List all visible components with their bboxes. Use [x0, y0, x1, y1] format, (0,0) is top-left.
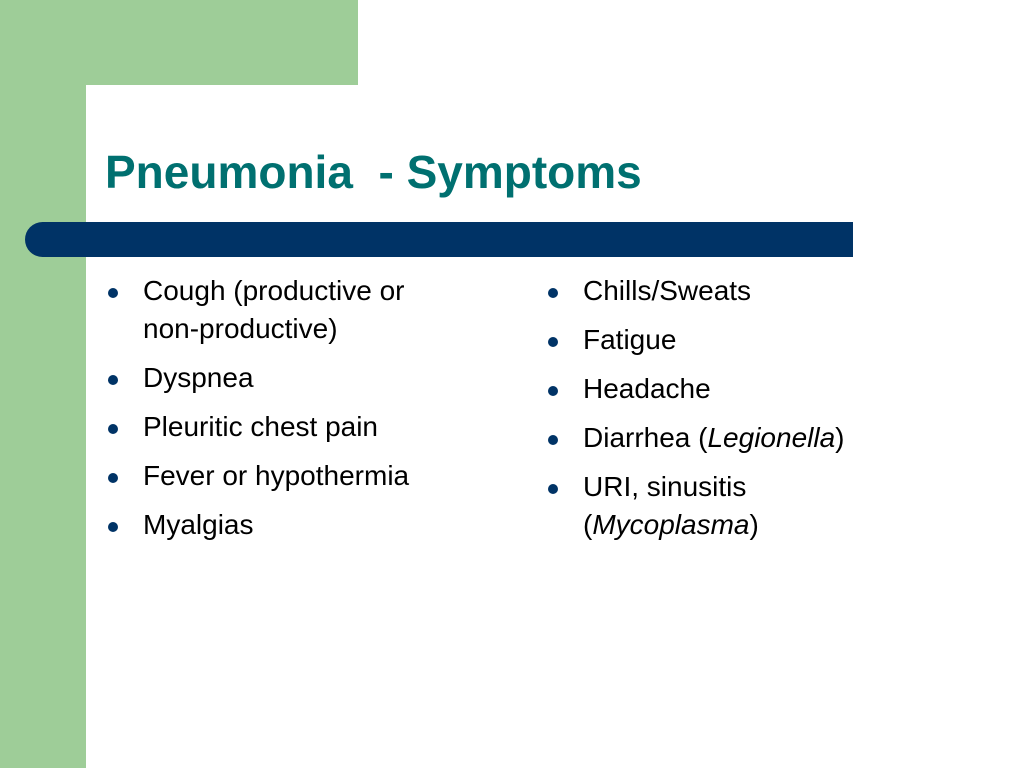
bullet-icon [108, 473, 118, 483]
bullet-text: Cough (productive or [143, 275, 405, 306]
bullet-text: Fever or hypothermia [143, 460, 410, 491]
list-item-diarrhea [545, 419, 945, 457]
bullet-text-continued [583, 506, 945, 544]
bullet-text: Chills/Sweats [583, 275, 752, 306]
bullet-text: Headache [583, 373, 711, 404]
list-item-cough [105, 272, 505, 348]
right-bullet-list [545, 272, 945, 555]
list-item-uri-sinusitis [545, 468, 945, 544]
list-item-pleuritic-chest-pain [105, 408, 505, 446]
bullet-text-prefix: Diarrhea ( [583, 422, 708, 453]
green-frame-left [0, 0, 86, 768]
bullet-icon [108, 375, 118, 385]
bullet-icon [548, 337, 558, 347]
green-frame-top [0, 0, 358, 85]
bullet-text: Dyspnea [143, 362, 254, 393]
list-item-headache [545, 370, 945, 408]
bullet-text [583, 419, 945, 457]
bullet-text: Myalgias [143, 509, 254, 540]
bullet-icon [548, 386, 558, 396]
bullet-icon [108, 288, 118, 298]
bullet-icon [108, 424, 118, 434]
bullet-text-prefix: ( [583, 509, 593, 540]
bullet-text: Fatigue [583, 324, 677, 355]
bullet-text-suffix: ) [835, 422, 845, 453]
bullet-icon [548, 484, 558, 494]
list-item-dyspnea [105, 359, 505, 397]
left-bullet-list [105, 272, 505, 555]
list-item-fever [105, 457, 505, 495]
bullet-icon [548, 288, 558, 298]
bullet-icon [548, 435, 558, 445]
organism-name-italic: Legionella [707, 422, 836, 453]
list-item-fatigue [545, 321, 945, 359]
list-item-myalgias [105, 506, 505, 544]
title-underline-bar [25, 222, 853, 257]
bullet-icon [108, 522, 118, 532]
bullet-text-suffix: ) [749, 509, 759, 540]
bullet-text: Pleuritic chest pain [143, 411, 379, 442]
bullet-text-continued: non-productive) [143, 313, 338, 344]
bullet-text: URI, sinusitis [583, 471, 747, 502]
slide-title: Pneumonia - Symptoms [105, 146, 642, 198]
organism-name-italic: Mycoplasma [592, 509, 750, 540]
list-item-chills-sweats [545, 272, 945, 310]
